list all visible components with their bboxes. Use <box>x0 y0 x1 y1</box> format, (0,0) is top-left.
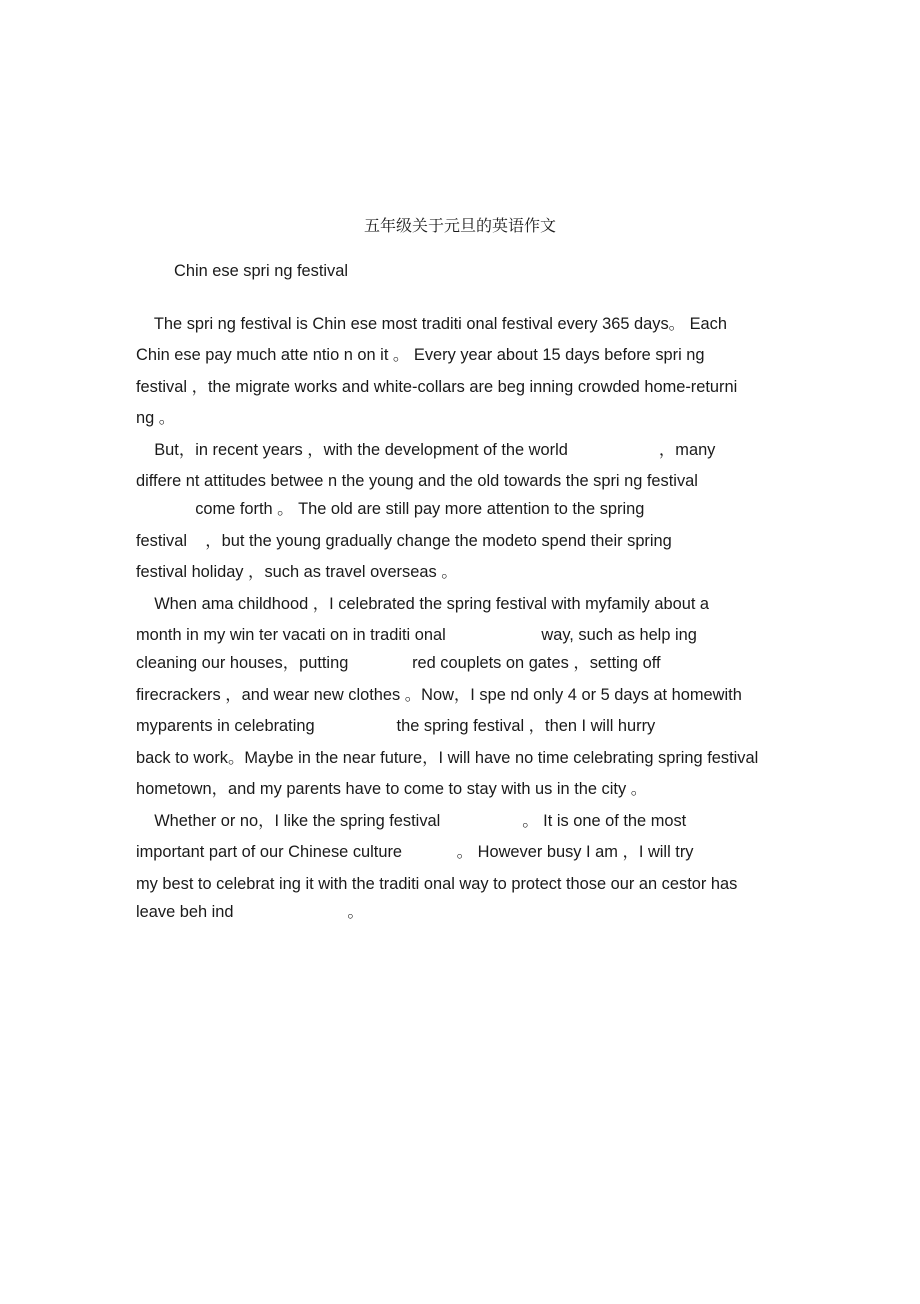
text-line: Chin ese pay much atte ntio n on it 。 Every year about 15 days before spri ng <box>136 346 705 364</box>
text-line: Whether or no，I like the spring festival 。 It is one of the most <box>136 812 687 830</box>
text-line: leave beh ind 。 <box>136 903 364 921</box>
text-line: important part of our Chinese culture 。 However busy I am ，I will try <box>136 843 694 861</box>
text-line: hometown，and my parents have to come to stay with us in the city 。 <box>136 780 648 798</box>
text-line: festival holiday ，such as travel overseas 。 <box>136 563 458 581</box>
text-line: cleaning our houses，putting red couplets on gates ，setting off <box>136 654 661 672</box>
text-line: The spri ng festival is Chin ese most traditi onal festival every 365 days。 Each <box>136 315 727 333</box>
text-line: festival ，but the young gradually change the modeto spend their spring <box>136 532 672 550</box>
text-line: differe nt attitudes betwee n the young and the old towards the spri ng festival <box>136 472 698 490</box>
text-line: myparents in celebrating the spring festival ，then I will hurry <box>136 717 656 735</box>
text-line: firecrackers ，and wear new clothes 。Now，I spe nd only 4 or 5 days at homewith <box>136 686 742 704</box>
text-line: month in my win ter vacati on in traditi onal way, such as help ing <box>136 626 697 644</box>
text-line: back to work。Maybe in the near future，I will have no time celebrating spring festival <box>136 749 759 767</box>
text-line: ng 。 <box>136 409 176 427</box>
text-line: my best to celebrat ing it with the traditi onal way to protect those our an cestor has <box>136 875 738 893</box>
text-line: festival ，the migrate works and white-collars are beg inning crowded home-returni <box>136 378 738 396</box>
document-title: 五年级关于元旦的英语作文 <box>363 216 556 235</box>
text-line: When ama childhood ，I celebrated the spring festival with myfamily about a <box>136 595 710 613</box>
essay-subtitle: Chin ese spri ng festival <box>174 262 349 280</box>
text-line: come forth 。 The old are still pay more attention to the spring <box>136 500 645 518</box>
text-line: But，in recent years ，with the development of the world ，many <box>136 441 716 459</box>
